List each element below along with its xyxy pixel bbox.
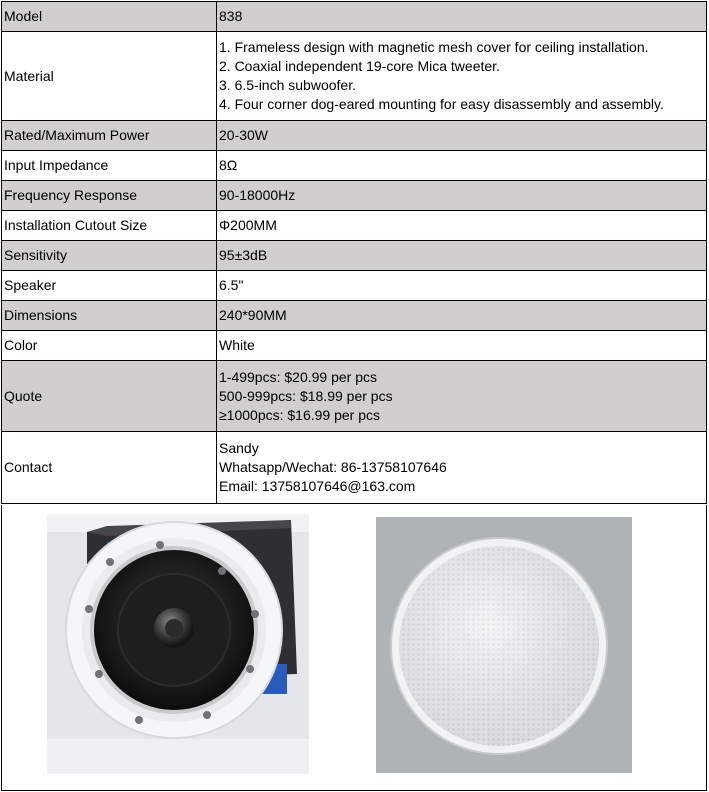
contact-phone: Whatsapp/Wechat: 86-13758107646 (219, 459, 447, 475)
row-dimensions (2, 301, 707, 331)
quote-line: ≥1000pcs: $16.99 per pcs (219, 406, 381, 423)
row-cutout (2, 211, 707, 241)
product-photos (1, 505, 707, 791)
frequency-label: Frequency Response (2, 181, 217, 211)
row-contact (2, 432, 707, 504)
speaker-grille-image (376, 517, 632, 773)
row-quote (2, 361, 707, 432)
row-power (2, 121, 707, 151)
speaker-value: 6.5" (217, 271, 707, 301)
model-value: 838 (217, 2, 707, 32)
contact-email: Email: 13758107646@163.com (219, 478, 416, 494)
material-label: Material (2, 32, 217, 121)
speaker-label: Speaker (2, 271, 217, 301)
row-impedance (2, 151, 707, 181)
contact-name: Sandy (219, 440, 259, 456)
row-material (2, 32, 707, 121)
impedance-value: 8Ω (217, 151, 707, 181)
material-line: 1. Frameless design with magnetic mesh cover for ceiling installation. (219, 39, 649, 55)
frequency-value: 90-18000Hz (217, 181, 707, 211)
speaker-front-photo (47, 514, 309, 774)
row-model (2, 2, 707, 32)
color-label: Color (2, 331, 217, 361)
quote-line: 500-999pcs: $18.99 per pcs (219, 387, 393, 404)
row-sensitivity (2, 241, 707, 271)
row-color (2, 331, 707, 361)
material-value (217, 32, 707, 121)
contact-label: Contact (2, 432, 217, 504)
sensitivity-label: Sensitivity (2, 241, 217, 271)
quote-line: 1-499pcs: $20.99 per pcs (219, 368, 377, 385)
row-frequency (2, 181, 707, 211)
contact-value (217, 432, 707, 504)
impedance-label: Input Impedance (2, 151, 217, 181)
speaker-front-image (47, 514, 309, 774)
dimensions-label: Dimensions (2, 301, 217, 331)
material-line: 3. 6.5-inch subwoofer. (219, 77, 356, 93)
power-label: Rated/Maximum Power (2, 121, 217, 151)
material-line: 2. Coaxial independent 19-core Mica tweeter. (219, 58, 500, 74)
model-label: Model (2, 2, 217, 32)
speaker-grille-photo (376, 517, 632, 773)
color-value: White (217, 331, 707, 361)
dimensions-value: 240*90MM (217, 301, 707, 331)
row-speaker (2, 271, 707, 301)
quote-label: Quote (2, 361, 217, 432)
spec-table (1, 1, 707, 504)
sensitivity-value: 95±3dB (217, 241, 707, 271)
power-value: 20-30W (217, 121, 707, 151)
quote-value (217, 361, 707, 432)
material-line: 4. Four corner dog-eared mounting for easy disassembly and assembly. (219, 96, 664, 112)
cutout-value: Φ200MM (217, 211, 707, 241)
cutout-label: Installation Cutout Size (2, 211, 217, 241)
